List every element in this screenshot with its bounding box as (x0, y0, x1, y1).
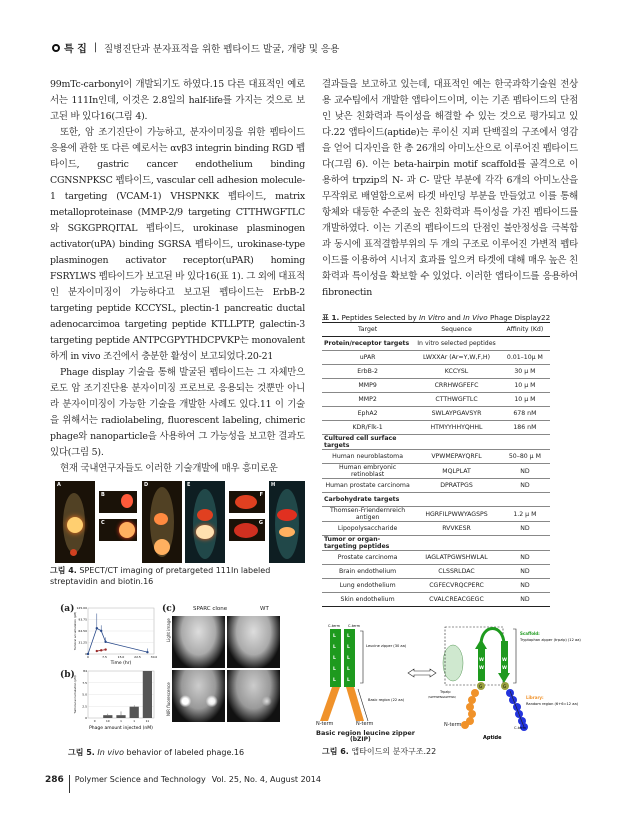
library-residue-bead (468, 710, 476, 718)
basic-region-left (320, 687, 340, 721)
data-point (100, 649, 102, 651)
table-row (322, 507, 550, 522)
panel-c (99, 519, 137, 541)
data-point (100, 630, 102, 632)
table-row (322, 464, 550, 479)
page-number: 286 (45, 775, 64, 785)
header-title: 질병진단과 분자표적을 위한 펩타이드 발굴, 개량 및 응용 (104, 43, 340, 55)
x-tick-label: 11 (145, 719, 150, 723)
cell-target: Tumor or organ-targeting peptides (324, 536, 390, 550)
panel-label: E (187, 482, 191, 488)
data-point (104, 648, 106, 650)
cell-target: Skin endothelium (340, 596, 395, 603)
cell-affinity: 0.01–10μ M (506, 354, 543, 361)
mouse-image-nir-wt (227, 670, 280, 722)
cterm-label: C-term (328, 624, 341, 628)
cell-sequence: MQLPLAT (442, 467, 471, 475)
table-title-text: Peptides Selected by (341, 313, 417, 322)
trpzip-label: Trpzip (440, 690, 451, 694)
basic-region-label: Basic region (22 aa) (368, 698, 405, 702)
data-point (87, 653, 89, 655)
table-title-italic: In Vivo (463, 313, 488, 322)
y-tick-label: 125.00 (76, 606, 87, 610)
paragraph: 현재 국내연구자들도 이러한 기술개발에 매우 흥미로운 (60, 463, 278, 474)
x-tick-label: 15.0 (117, 655, 125, 659)
cell-sequence: CLSSRLDAC (438, 568, 475, 575)
nterm-label-bzip-left: N-term (316, 721, 334, 727)
y-tick-label: 31.25 (78, 640, 87, 645)
cell-target: EphA2 (357, 410, 378, 417)
journal-name: Polymer Science and Technology (74, 775, 206, 784)
residue-l: L (347, 645, 350, 650)
running-header (52, 40, 339, 55)
cterm-label: C-term (514, 726, 527, 730)
cell-target: Carbohydrate targets (324, 496, 400, 503)
table-row (322, 407, 550, 421)
cell-affinity (500, 536, 550, 551)
panel-b-label: (b) (60, 670, 75, 680)
cell-target: Human embryonic retinoblast (339, 464, 397, 478)
basic-region-right (346, 687, 364, 721)
mouse-image-light-wt (227, 616, 280, 668)
cell-affinity: ND (520, 467, 530, 475)
cell-target: Protein/receptor targets (324, 340, 410, 347)
column-label-sparc: SPARC clone (193, 606, 228, 612)
cell-affinity (500, 493, 550, 507)
cell-affinity: ND (520, 582, 530, 589)
panel-label: D (144, 482, 149, 488)
caption-italic: In vivo (97, 748, 124, 757)
residue-l: L (333, 645, 336, 650)
panel-a (55, 481, 95, 563)
library-residue-bead (509, 696, 517, 704)
cell-sequence: HGRFILPWWYAGSPS (425, 510, 488, 518)
cell-affinity: 10 μ M (514, 382, 536, 389)
figure-4-caption (50, 565, 305, 587)
cell-sequence: RVVKESR (442, 525, 471, 532)
cell-sequence: IAGLATPGWSHWLAL (425, 554, 488, 561)
figure-6-caption (322, 746, 436, 757)
panel-label: F (259, 492, 263, 498)
panel-g (229, 519, 265, 541)
header-sequence: Sequence (441, 326, 472, 333)
x-tick-label: 22.5 (134, 655, 141, 659)
double-arrow-icon (408, 669, 436, 677)
y-tick-label: 84 (83, 669, 87, 673)
library-text: Random region (6+6=12 aa) (526, 702, 579, 706)
paragraph: 결과들을 보고하고 있는데, 대표적인 예는 한국과학기술원 전상용 교수팀에서 개발한 앱타이드이며, 이는 기존 펩타이드의 단점인 낮은 친화력과 특이성을 해결할 수 있는 것으로 평가되고 있다.22 앱타이드(aptide)는 루이신 지퍼 단백질의 구조에서 영감을 얻어 디자인을 한 총 26개의 아미노산으로 이루어진 펩타이드다(그림 6). 이는 beta-hairpin motif scaffold를 골격으로 이용하여 trpzip의 N- 과 C- 말단 부분에 각각 6개의 아미노산을 무작위로 배열함으로써 타겟 바인딩 부분을 만들었고 이를 통해 항체와 대등한 수준의 높은 친화력과 특이성을 가진 펩타이드를 개발하였다. 이는 기존의 펩타이드의 단점인 불안정성을 극복함과 동시에 표적결합부위의 두 개의 구조로 이루어진 가변적 펩타이드를 이용하여 시너지 효과를 일으켜 타겟에 대해 매우 높은 친화력과 특이성을 확보할 수 있었다. 이러한 앱타이드를 응용하여 fibronectin (322, 79, 578, 298)
cell-target: MMP2 (358, 396, 377, 403)
aptide-title: Aptide (483, 735, 502, 741)
paragraph: 또한, 암 조기진단이 가능하고, 분자이미징을 위한 펩타이드 응용에 관한 또 다른 예로서는 αvβ3 integrin binding RGD 펩타이드, gastric cancer endothelium binding CGNSNPKSC 펩타이드, vascular cell adhesion molecule-1 targeting (VCAM-1) VHSPNKK 펩타이드, matrix metalloproteinase (MMP-2/9 targeting CTTHWGFTLC와 SGKGPRQITAL 펩타이드, urokinase plasminogen activator(uPA) binding SGRSA 펩타이드, urokinase-type plasminogen activator receptor(uPAR) homing FSRYLWS 펩타이드가 보고된 바 있다16(표 1). 그 외에 대표적인 분자이미징이 가능하다고 보고된 펩타이드는 ErbB-2 targeting peptide KCCYSL, plectin-1 pancreatic ductal adenocarcimoa targeting peptide KTLLPTP, galectin-3 targeting peptide ANTPCGPYTHDCPVKP는 monovalent하게 in vivo 조건에서 충분한 활성이 보고되었다.20-21 (50, 127, 305, 362)
panel-label: H (271, 482, 276, 488)
residue-g: G (479, 684, 483, 689)
scaffold-label: Scaffold: (520, 631, 540, 636)
panel-h (269, 481, 305, 563)
x-tick-label: 0 (87, 655, 89, 659)
cell-affinity (500, 435, 550, 450)
cell-target: Human prostate carcinoma (325, 482, 410, 489)
table-row (322, 565, 550, 579)
x-tick-label: 30.0 (150, 655, 157, 659)
library-residue-bead (468, 696, 476, 704)
residue-l: L (347, 634, 350, 639)
cell-affinity: ND (520, 482, 530, 489)
right-column (322, 77, 578, 301)
cell-sequence: HTMYYHHYQHHL (430, 424, 483, 431)
trpzip-sequence: (SWTWENGKWTWK) (428, 695, 457, 699)
cell-target: Cultured cell surface targets (324, 435, 397, 449)
y-axis-label: Tumoral accumulation (pM) (73, 675, 77, 714)
row-label-light: Light image (166, 618, 171, 642)
header-target: Target (358, 326, 378, 333)
strand-arrowhead (475, 639, 487, 649)
bar (143, 671, 152, 718)
cell-affinity: 186 nM (513, 424, 537, 431)
library-residue-bead (506, 689, 514, 697)
panel-e (185, 481, 225, 563)
strand-arrowhead (498, 673, 510, 683)
cell-target: uPAR (359, 354, 376, 361)
table-title-text: and (447, 313, 461, 322)
y-tick-label: 62.50 (78, 629, 87, 633)
table-row (322, 365, 550, 379)
panel-c-label: (c) (162, 604, 176, 614)
library-residue-bead (466, 703, 474, 711)
residue-l: L (333, 634, 336, 639)
table-section-row (322, 337, 550, 351)
y-tick-label: 2.5 (82, 704, 87, 709)
cell-target: Lipopolysaccharide (337, 525, 398, 532)
cell-affinity: 1.2 μ M (513, 510, 537, 518)
x-tick-label: 10 (106, 719, 110, 723)
table-title-text: Phage Display22 (489, 313, 551, 322)
trpzip-structure (443, 645, 463, 681)
cell-affinity: 50–80 μ M (508, 453, 541, 460)
table-1-peptides (322, 322, 550, 607)
bracket (513, 629, 516, 683)
cell-sequence (413, 536, 500, 551)
cell-affinity: ND (520, 596, 530, 603)
x-axis-label: Time (hr) (110, 661, 132, 666)
paragraph: 99mTc-carbonyl이 개발되기도 하였다.15 다른 대표적인 예로서는 111In인데, 이것은 2.8일의 half-life를 가지는 것으로 보고된 바 있다16(그림 4). (50, 79, 305, 122)
mouse-image-nir-sparc (172, 670, 225, 722)
figure-4-spect-images (55, 481, 307, 563)
bar (130, 707, 139, 718)
table-section-row (322, 435, 550, 450)
table-title-italic: In Vitro (418, 313, 445, 322)
y-tick-label: 7.5 (82, 680, 87, 685)
table-row (322, 351, 550, 365)
caption-label: 그림 4. (50, 566, 77, 575)
residue-w: W (502, 658, 507, 663)
cell-sequence: CRRHWGFEFC (434, 382, 479, 389)
residue-l: L (333, 656, 336, 661)
strand-left (478, 649, 485, 681)
library-residue-bead (461, 721, 469, 729)
line-chart-tumoral-accumulation (72, 604, 157, 666)
panel-d (142, 481, 182, 563)
residue-l: L (333, 678, 336, 683)
table-section-row (322, 536, 550, 551)
data-point (104, 641, 106, 643)
cell-affinity: 678 nM (513, 410, 537, 417)
cell-sequence: CGFECVRQCPERC (429, 582, 484, 589)
cell-affinity: ND (520, 525, 530, 532)
table-section-row (322, 493, 550, 507)
cell-sequence: CVALCREACGEGC (429, 596, 484, 603)
leucine-zipper-label: Leucine zipper (30 aa) (366, 644, 407, 648)
caption-text: behavior of labeled phage.16 (126, 748, 245, 757)
x-axis-label: Phage amount injected (nM) (89, 726, 153, 731)
cell-sequence: CTTHWGFTLC (435, 396, 478, 403)
bzip-title: Basic region leucine zipper (316, 729, 415, 737)
residue-w: W (479, 666, 484, 671)
table-row (322, 421, 550, 435)
cell-target: Thomsen-Friendernreich antigen (330, 507, 406, 521)
cell-sequence: KCCYSL (444, 368, 469, 375)
cell-sequence (413, 493, 500, 507)
y-tick-label: 0 (85, 716, 87, 720)
caption-text: SPECT/CT imaging of pretargeted 111In labeled streptavidin and biotin.16 (50, 566, 271, 586)
data-point (146, 651, 148, 653)
page-footer (45, 775, 321, 793)
panel-f (229, 491, 265, 513)
y-tick-label: 0 (85, 652, 87, 656)
residue-l: L (347, 678, 350, 683)
table-header-row (322, 323, 550, 337)
table-row (322, 593, 550, 607)
caption-text: 앱타이드의 분자구조.22 (351, 747, 437, 756)
cell-target: KDR/Flk-1 (352, 424, 383, 431)
figure-5-caption (68, 747, 244, 758)
row-label-nir: NIR fluorescence (166, 682, 171, 716)
cell-sequence: SWLAYPGAVSYR (431, 410, 482, 417)
panel-a-label: (a) (60, 604, 75, 614)
hairpin-turn (481, 629, 504, 646)
cell-sequence: LWXXAr (Ar=Y,W,F,H) (422, 354, 491, 361)
residue-l: L (333, 667, 336, 672)
bracket (360, 631, 363, 683)
y-tick-label: 93.75 (78, 617, 87, 622)
section-label: 특 집 (64, 44, 87, 55)
cell-sequence: In vitro selected peptides (417, 340, 496, 347)
library-label: Library: (526, 695, 544, 700)
cell-sequence: DPRATPGS (440, 482, 473, 489)
column-label-wt: WT (260, 606, 269, 612)
paragraph: Phage display 기술을 통해 발굴된 펩타이드는 그 자체만으로도 암 조기진단용 분자이미징 프로브로 응용되는 것뿐만 아니라 분자이미징이 가능한 기술을 개발한 사례도 있다.11 이 기술을 위해서는 radiolabeling, fluorescent labeling, chimeric phage와 nanoparticle을 사용하여 그 가능성을 보고한 결과도 있다(그림 5). (50, 367, 305, 458)
residue-w: W (502, 666, 507, 671)
cell-affinity: 10 μ M (514, 396, 536, 403)
x-tick-label: 1 (133, 719, 136, 723)
mouse-image-light-sparc (172, 616, 225, 668)
x-tick-label: 0 (93, 719, 96, 723)
table-row (322, 393, 550, 407)
panel-b (99, 491, 137, 513)
header-affinity: Affinity (Kd) (506, 326, 544, 333)
residue-w: W (479, 658, 484, 663)
cell-target: ErbB-2 (357, 368, 378, 375)
table-row (322, 579, 550, 593)
data-point (96, 627, 98, 629)
caption-label: 그림 6. (322, 747, 349, 756)
scaffold-text: Tryptophan zipper (trpzip) (12 aa) (520, 638, 581, 642)
panel-label: C (101, 520, 105, 526)
y-axis-label: Tumoral accumulation (pM) (73, 611, 77, 651)
cell-affinity (500, 337, 550, 351)
header-separator: | (93, 42, 98, 53)
bzip-subtitle: (bZIP) (350, 736, 371, 743)
journal-issue: Vol. 25, No. 4, August 2014 (211, 775, 321, 784)
nterm-label-aptide: N-term (444, 722, 462, 728)
table-row (322, 551, 550, 565)
bracket (510, 691, 524, 727)
cell-target: MMP9 (358, 382, 377, 389)
residue-l: L (347, 656, 350, 661)
cell-affinity: ND (520, 554, 530, 561)
library-residue-bead (471, 689, 479, 697)
cell-target: Brain endothelium (339, 568, 397, 575)
panel-label: G (258, 520, 263, 526)
figure-5 (60, 604, 310, 734)
panel-label: B (101, 492, 105, 498)
y-tick-label: 5.0 (82, 692, 87, 697)
table-label: 표 1. (322, 313, 340, 322)
table-row (322, 522, 550, 536)
x-tick-label: 7.5 (102, 655, 107, 659)
circle-bullet-icon (52, 44, 60, 52)
bar-chart-phage-amount (72, 668, 157, 734)
cell-sequence (413, 435, 500, 450)
bar (103, 715, 112, 718)
table-row (322, 479, 550, 493)
table-row (322, 450, 550, 464)
left-column (50, 77, 305, 477)
table-row (322, 379, 550, 393)
cell-target: Prostate carcinoma (337, 554, 398, 561)
footer-divider (69, 775, 70, 793)
x-tick-label: 1 (120, 719, 122, 723)
data-point (96, 650, 98, 652)
panel-label: A (57, 482, 61, 488)
cell-target: Human neuroblastoma (332, 453, 403, 460)
bar (116, 715, 125, 718)
residue-l: L (347, 667, 350, 672)
figure-6-aptide-structure (316, 623, 610, 745)
caption-label: 그림 5. (68, 748, 95, 757)
cell-sequence: VPWMEPAYQRFL (431, 453, 482, 460)
residue-g: G (503, 684, 507, 689)
cell-target: Lung endothelium (339, 582, 396, 589)
cterm-label: C-term (348, 624, 361, 628)
nterm-label-bzip-right: N-term (356, 721, 374, 727)
cell-affinity: ND (520, 568, 530, 575)
cell-affinity: 30 μ M (514, 368, 536, 375)
